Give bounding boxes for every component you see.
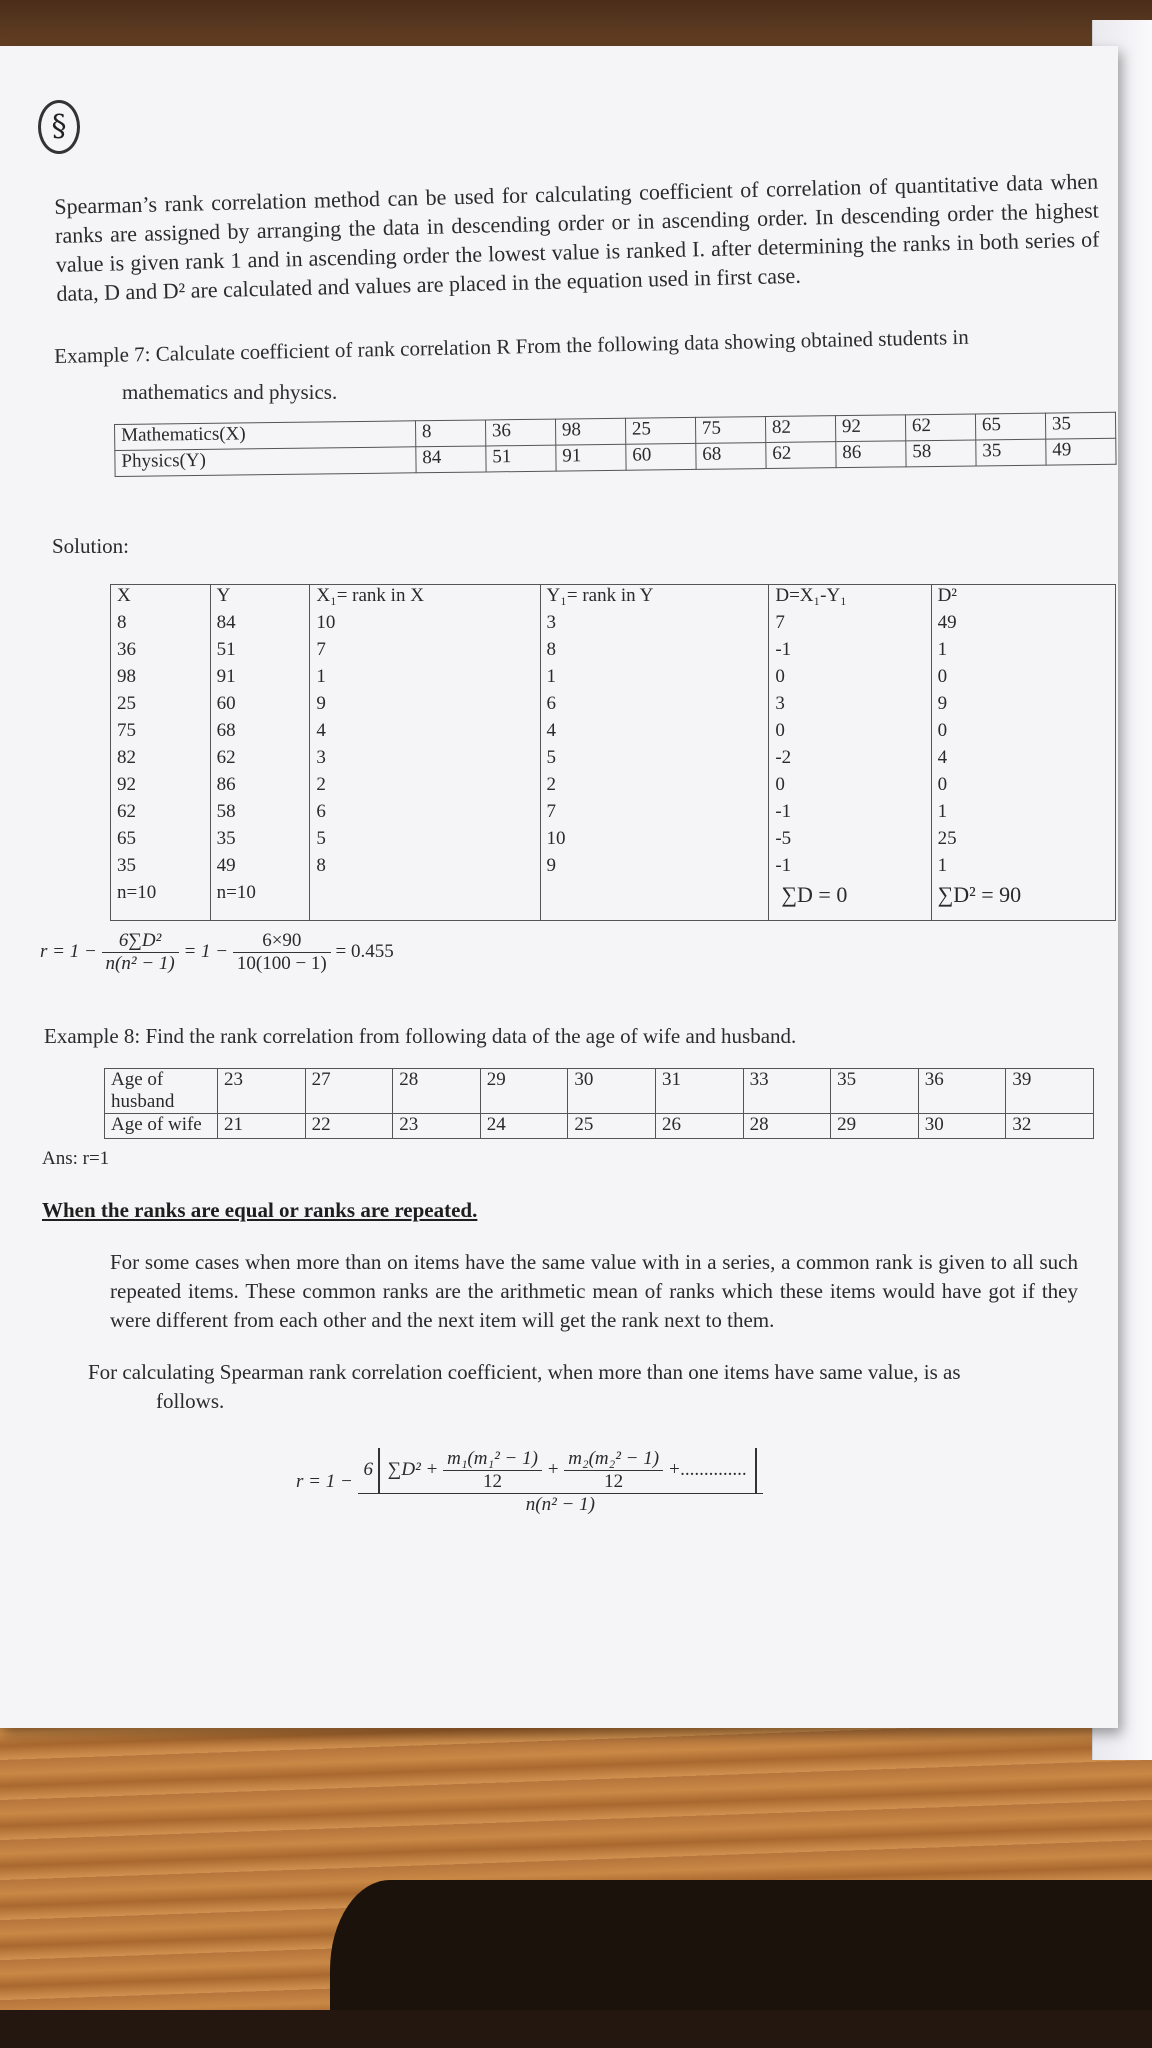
table-cell: 0 bbox=[931, 720, 1115, 747]
table-cell: 82 bbox=[765, 416, 835, 443]
table-cell: 65 bbox=[975, 413, 1045, 440]
solution-label: Solution: bbox=[52, 534, 130, 558]
section-logo-icon: § bbox=[38, 100, 80, 154]
footer-n-x: n=10 bbox=[111, 882, 211, 921]
table-cell: 9 bbox=[540, 855, 769, 882]
fraction bbox=[233, 930, 331, 975]
fraction bbox=[358, 1448, 764, 1516]
bottom-dark-strip bbox=[0, 2010, 1152, 2048]
footer-n-y: n=10 bbox=[210, 882, 310, 921]
table-cell: -1 bbox=[769, 855, 931, 882]
table-cell: 62 bbox=[905, 414, 975, 441]
table-cell: 0 bbox=[769, 774, 931, 801]
table-cell: 91 bbox=[556, 444, 626, 471]
table-cell: 6 bbox=[540, 693, 769, 720]
formula-result: = 0.455 bbox=[335, 940, 394, 962]
table-cell: 58 bbox=[210, 801, 310, 828]
formula-lhs: r = 1 − bbox=[40, 940, 97, 962]
table-cell: 86 bbox=[210, 774, 310, 801]
table-cell: -5 bbox=[769, 828, 931, 855]
table-row bbox=[111, 693, 1116, 720]
table-cell: 7 bbox=[769, 612, 931, 639]
table-cell: 27 bbox=[305, 1069, 393, 1114]
table-cell: 29 bbox=[831, 1114, 919, 1139]
table-cell: 51 bbox=[486, 445, 556, 472]
formula-lhs: r = 1 − bbox=[296, 1471, 353, 1492]
table-cell: 62 bbox=[766, 442, 836, 469]
table-cell: 4 bbox=[931, 747, 1115, 774]
table-cell: 98 bbox=[111, 666, 211, 693]
table-cell: 1 bbox=[931, 639, 1115, 666]
header-d-squared: D² bbox=[931, 585, 1115, 613]
table-cell: 35 bbox=[111, 855, 211, 882]
table-cell: 29 bbox=[480, 1069, 568, 1114]
table-cell: 62 bbox=[111, 801, 211, 828]
table-cell: 28 bbox=[393, 1069, 481, 1114]
header-d: D=X₁-Y₁ bbox=[769, 585, 931, 613]
fraction-numerator: m₂(m₂² − 1) bbox=[564, 1448, 663, 1471]
table-cell: 26 bbox=[655, 1114, 743, 1139]
table-cell: 9 bbox=[310, 693, 540, 720]
section-heading: When the ranks are equal or ranks are repeated. bbox=[42, 1198, 478, 1222]
continuation-dots: +.............. bbox=[667, 1458, 748, 1480]
table-row bbox=[111, 747, 1116, 774]
example8-data-table bbox=[104, 1068, 1094, 1139]
table-row bbox=[111, 828, 1116, 855]
footer-sum-d: ∑D = 0 bbox=[769, 882, 931, 921]
table-cell: 7 bbox=[540, 801, 769, 828]
table-cell: 32 bbox=[1006, 1114, 1094, 1139]
table-row bbox=[111, 801, 1116, 828]
formula-mid: = 1 − bbox=[183, 940, 229, 962]
table-cell: 25 bbox=[568, 1114, 656, 1139]
table-cell: 10 bbox=[310, 612, 540, 639]
fraction-numerator: m₁(m₁² − 1) bbox=[443, 1448, 542, 1471]
table-cell: 75 bbox=[111, 720, 211, 747]
header-x: X bbox=[111, 585, 211, 613]
table-row bbox=[111, 612, 1116, 639]
table-cell: 25 bbox=[625, 417, 695, 444]
table-cell: 10 bbox=[540, 828, 769, 855]
table-cell: 49 bbox=[1046, 438, 1116, 465]
table-cell: 60 bbox=[210, 693, 310, 720]
table-cell: 33 bbox=[743, 1069, 831, 1114]
table-cell: 0 bbox=[931, 774, 1115, 801]
table-cell: 35 bbox=[210, 828, 310, 855]
table-cell: 1 bbox=[540, 666, 769, 693]
repeated-ranks-paragraph: For some cases when more than on items have the same value with in a series, a common rank is given to all such repeated items. These common ranks are the arithmetic mean of ranks which these items would have got if they were different from each other and the next item will get the rank next to them. bbox=[110, 1250, 1078, 1332]
table-cell: 25 bbox=[111, 693, 211, 720]
fraction-numerator: 6×90 bbox=[233, 930, 331, 953]
table-cell: 8 bbox=[111, 612, 211, 639]
table-footer-row bbox=[111, 882, 1116, 921]
table-cell: 1 bbox=[310, 666, 540, 693]
header-rank-x: X₁= rank in X bbox=[310, 585, 540, 613]
table-cell: 58 bbox=[906, 440, 976, 467]
table-cell: 31 bbox=[655, 1069, 743, 1114]
table-cell: 84 bbox=[210, 612, 310, 639]
table-cell: 5 bbox=[540, 747, 769, 774]
table-cell: 6 bbox=[310, 801, 540, 828]
footer-sum-d-squared: ∑D² = 90 bbox=[931, 882, 1115, 921]
table-row bbox=[111, 774, 1116, 801]
table-cell: 30 bbox=[918, 1114, 1006, 1139]
row-label-husband: Age of husband bbox=[105, 1069, 218, 1114]
table-cell: 39 bbox=[1006, 1069, 1094, 1114]
table-cell: 5 bbox=[310, 828, 540, 855]
table-cell: 68 bbox=[696, 443, 766, 470]
table-cell: 0 bbox=[769, 720, 931, 747]
table-cell: -1 bbox=[769, 801, 931, 828]
table-cell: 65 bbox=[111, 828, 211, 855]
table-cell: 2 bbox=[310, 774, 540, 801]
footer-empty bbox=[540, 882, 769, 921]
fraction-denominator: n(n² − 1) bbox=[105, 953, 175, 974]
formula-intro-line: For calculating Spearman rank correlation coefficient, when more than one items have same value, is as bbox=[88, 1360, 961, 1384]
fraction-numerator: 6∑D² bbox=[102, 930, 179, 953]
table-cell: 0 bbox=[769, 666, 931, 693]
table-cell: 84 bbox=[416, 446, 486, 473]
table-row bbox=[111, 639, 1116, 666]
sum-term: ∑D² + bbox=[387, 1458, 439, 1480]
tied-rank-formula bbox=[296, 1448, 763, 1516]
fraction bbox=[564, 1448, 663, 1493]
table-cell: 60 bbox=[626, 443, 696, 470]
table-cell: 3 bbox=[769, 693, 931, 720]
header-rank-y: Y₁= rank in Y bbox=[540, 585, 769, 613]
table-cell: 23 bbox=[218, 1069, 306, 1114]
table-row bbox=[111, 666, 1116, 693]
table-cell: 8 bbox=[415, 420, 485, 447]
table-cell: 8 bbox=[540, 639, 769, 666]
table-cell: 4 bbox=[540, 720, 769, 747]
table-cell: 62 bbox=[210, 747, 310, 774]
table-cell: 92 bbox=[111, 774, 211, 801]
rank-correlation-formula bbox=[40, 930, 394, 975]
table-cell: 9 bbox=[931, 693, 1115, 720]
table-cell: 98 bbox=[555, 418, 625, 445]
example8-title: Example 8: Find the rank correlation from following data of the age of wife and husband. bbox=[44, 1024, 797, 1048]
table-cell: 30 bbox=[568, 1069, 656, 1114]
formula-intro-paragraph bbox=[88, 1358, 1078, 1416]
bracketed-sum bbox=[378, 1448, 757, 1493]
intro-paragraph: Spearman’s rank correlation method can be used for calculating coefficient of correlation of quantitative data when ranks are assigned by arranging the data in descending order or in ascending order. In descending order the highest value is given rank 1 and in ascending order the lowest value is ranked I. after determining the ranks in both series of data, D and D² are calculated and values are placed in the equation used in first case. bbox=[54, 168, 1100, 306]
row-label-wife: Age of wife bbox=[105, 1114, 218, 1139]
table-cell: 36 bbox=[111, 639, 211, 666]
table-cell: 21 bbox=[218, 1114, 306, 1139]
example8-answer: Ans: r=1 bbox=[42, 1148, 110, 1169]
table-cell: 2 bbox=[540, 774, 769, 801]
fraction bbox=[102, 930, 179, 975]
fraction-denominator: n(n² − 1) bbox=[525, 1494, 595, 1515]
table-cell: 23 bbox=[393, 1114, 481, 1139]
table-header-row bbox=[111, 585, 1116, 613]
table-cell: 3 bbox=[310, 747, 540, 774]
fraction-denominator: 10(100 − 1) bbox=[236, 953, 327, 974]
table-cell: 35 bbox=[976, 439, 1046, 466]
fraction-denominator: 12 bbox=[483, 1471, 502, 1492]
fraction-denominator: 12 bbox=[604, 1471, 624, 1492]
table-row bbox=[111, 855, 1116, 882]
table-cell: 82 bbox=[111, 747, 211, 774]
table-cell: 24 bbox=[480, 1114, 568, 1139]
table-cell: 49 bbox=[931, 612, 1115, 639]
coefficient-six: 6 bbox=[363, 1458, 374, 1480]
table-cell: -1 bbox=[769, 639, 931, 666]
table-row bbox=[111, 720, 1116, 747]
table-cell: 68 bbox=[210, 720, 310, 747]
table-cell: 3 bbox=[540, 612, 769, 639]
table-cell: 86 bbox=[836, 441, 906, 468]
table-cell: 51 bbox=[210, 639, 310, 666]
plus-sign: + bbox=[546, 1458, 560, 1480]
header-y: Y bbox=[210, 585, 310, 613]
table-cell: 35 bbox=[831, 1069, 919, 1114]
table-cell: 49 bbox=[210, 855, 310, 882]
table-cell: 75 bbox=[695, 417, 765, 444]
table-cell: 1 bbox=[931, 855, 1115, 882]
example7-subtitle: mathematics and physics. bbox=[122, 380, 338, 404]
table-cell: 1 bbox=[931, 801, 1115, 828]
table-cell: 36 bbox=[918, 1069, 1006, 1114]
formula-intro-line: follows. bbox=[156, 1389, 225, 1413]
table-cell: 28 bbox=[743, 1114, 831, 1139]
table-cell: 4 bbox=[310, 720, 540, 747]
table-cell: -2 bbox=[769, 747, 931, 774]
table-cell: 8 bbox=[310, 855, 540, 882]
example7-title: Example 7: Calculate coefficient of rank correlation R From the following data showing obtained students in bbox=[54, 324, 969, 368]
table-cell: 92 bbox=[835, 415, 905, 442]
table-cell: 22 bbox=[305, 1114, 393, 1139]
table-cell: 36 bbox=[485, 419, 555, 446]
table-row bbox=[105, 1114, 1094, 1139]
fraction-numerator bbox=[358, 1448, 764, 1494]
footer-empty bbox=[310, 882, 540, 921]
table-row bbox=[105, 1069, 1094, 1114]
table-cell: 7 bbox=[310, 639, 540, 666]
solution-table bbox=[110, 584, 1116, 921]
table-cell: 25 bbox=[931, 828, 1115, 855]
fraction bbox=[443, 1448, 542, 1493]
table-cell: 0 bbox=[931, 666, 1115, 693]
table-cell: 35 bbox=[1045, 412, 1115, 439]
table-cell: 91 bbox=[210, 666, 310, 693]
row-label-mathematics: Mathematics(X) bbox=[115, 421, 416, 451]
row-label-physics: Physics(Y) bbox=[115, 447, 416, 477]
